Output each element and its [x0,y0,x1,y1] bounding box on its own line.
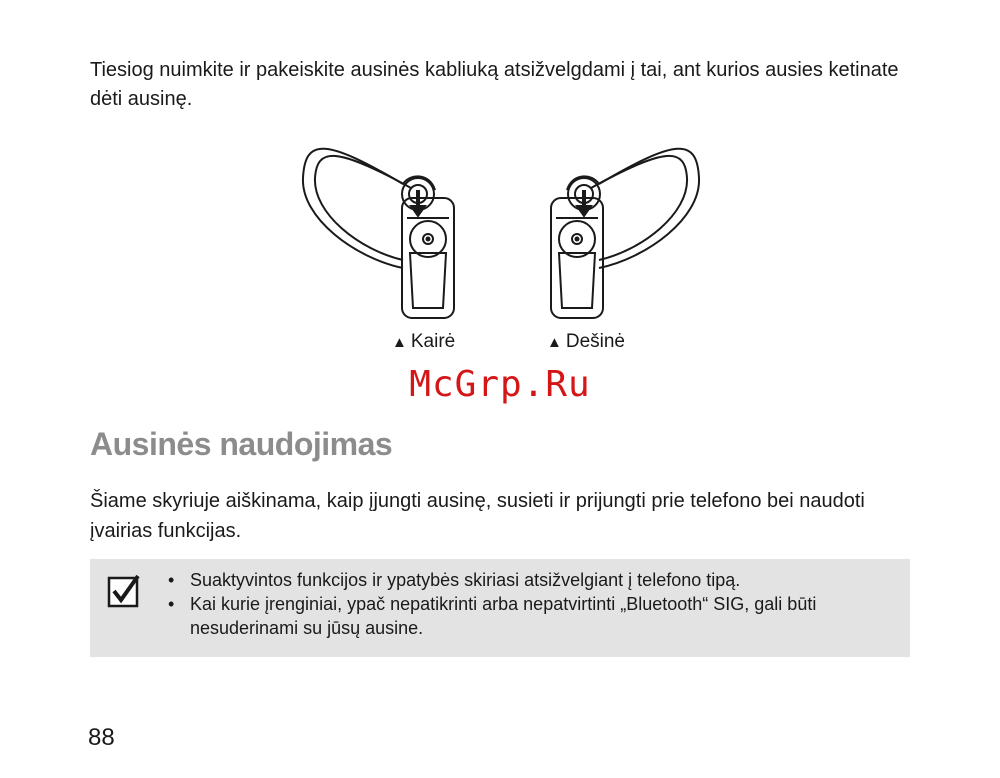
note-item-text: Kai kurie įrenginiai, ypač nepatikrinti arba nepatvirtinti „Bluetooth“ SIG, gali būti nesuderinami su jūsų ausine. [190,594,817,638]
note-box [90,559,910,657]
list-item [168,592,888,640]
left-caption [392,331,455,353]
bullet: • [168,570,175,590]
right-headset [551,149,699,318]
left-headset [303,149,454,318]
list-item [168,568,888,592]
bullet: • [168,594,175,614]
triangle-up-icon: ▲ [547,334,562,351]
section-title: Ausinės naudojimas [90,426,393,462]
body-paragraph: Šiame skyriuje aiškinama, kaip įjungti ausinę, susieti ir prijungti prie telefono bei naudoti įvairias funkcijas. [90,490,865,542]
headset-illustration [295,118,715,363]
page-number: 88 [88,724,115,751]
note-item-text: Suaktyvintos funkcijos ir ypatybės skiriasi atsižvelgiant į telefono tipą. [190,570,741,590]
intro-paragraph: Tiesiog nuimkite ir pakeiskite ausinės kabliuką atsižvelgdami į tai, ant kurios ausies ketinate dėti ausinę. [90,59,899,110]
left-caption-label: Kairė [410,331,456,352]
triangle-up-icon: ▲ [392,334,407,351]
right-caption-label: Dešinė [565,331,626,352]
note-list [168,568,888,640]
right-caption [547,331,625,353]
headset-drawing [295,118,715,328]
checkbox-check-icon [107,574,141,608]
watermark: McGrp.Ru [409,364,591,405]
